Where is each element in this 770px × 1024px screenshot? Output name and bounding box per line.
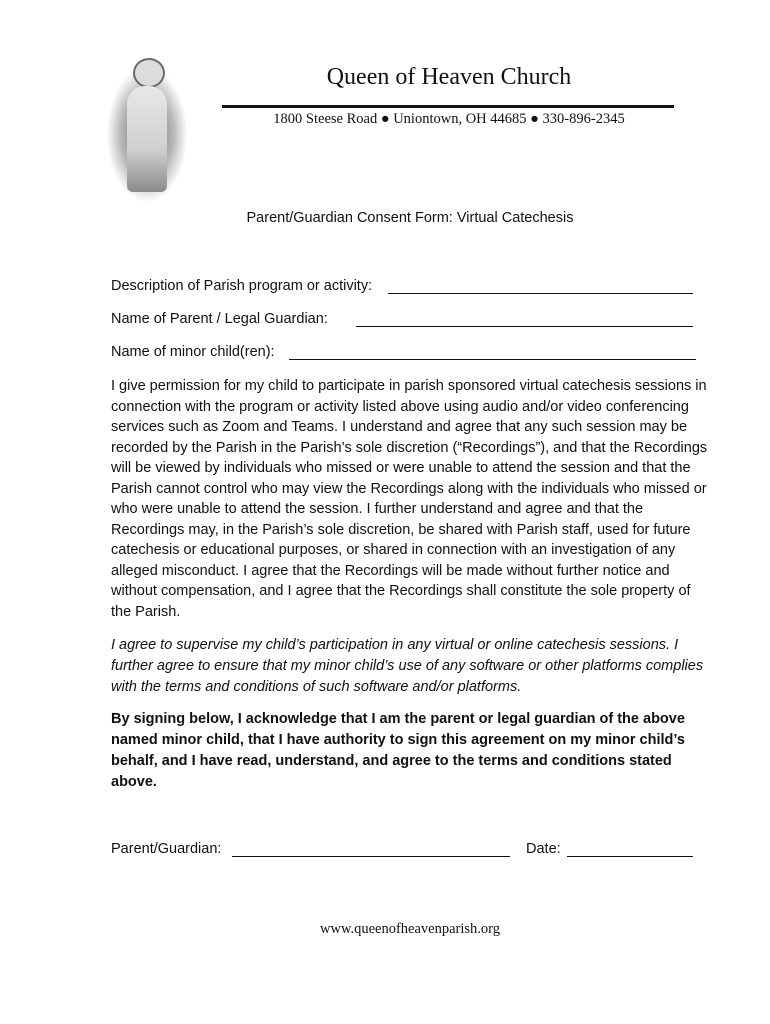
date-label: Date: xyxy=(526,841,561,857)
parent-field-label: Name of Parent / Legal Guardian: xyxy=(111,311,328,327)
child-field-label: Name of minor child(ren): xyxy=(111,344,275,360)
child-field-line[interactable] xyxy=(289,359,696,360)
robe-shape xyxy=(127,86,167,192)
church-address: 1800 Steese Road ● Uniontown, OH 44685 ● 330-896-2345 xyxy=(273,111,625,127)
program-field-label: Description of Parish program or activity: xyxy=(111,278,373,294)
program-field-line[interactable] xyxy=(388,293,693,294)
church-name: Queen of Heaven Church xyxy=(326,64,572,90)
halo-shape xyxy=(133,58,165,88)
virgin-mary-image xyxy=(97,52,197,202)
consent-paragraph: I give permission for my child to participate in parish sponsored virtual catechesis sessions in connection with the program or activity listed above using audio and/or video conferencing services such as Zoom and Teams. I understand and agree that any such session may be recorded by the Parish in the Parish’s sole discretion (“Recordings”), and that the Recordings will be viewed by individuals who missed or were unable to attend the session and that the Parish cannot control who may view the Recordings along with the individuals who missed or who were unable to attend the session. I further understand and agree and that the Recordings may, in the Parish’s sole discretion, be shared with Parish staff, used for future catechesis or educational purposes, or shared in connection with an investigation of any alleged misconduct. I agree that the Recordings will be made without further notice and without compensation, and I agree that the Recordings shall constitute the sole property of the Parish. xyxy=(111,378,708,620)
header-divider xyxy=(222,105,674,108)
parent-field-line[interactable] xyxy=(356,326,693,327)
signature-label: Parent/Guardian: xyxy=(111,841,222,857)
supervision-paragraph: I agree to supervise my child’s participation in any virtual or online catechesis sessions. I further agree to ensure that my minor child’s use of any software or other platforms complies with the terms and conditions of such software and/or platforms. xyxy=(111,637,704,695)
parish-website: www.queenofheavenparish.org xyxy=(320,921,500,937)
signature-line[interactable] xyxy=(232,856,510,857)
form-title: Parent/Guardian Consent Form: Virtual Catechesis xyxy=(246,210,574,226)
date-line[interactable] xyxy=(567,856,693,857)
acknowledgement-paragraph: By signing below, I acknowledge that I am the parent or legal guardian of the above named minor child, that I have authority to sign this agreement on my minor child’s behalf, and I have read, understand, and agree to the terms and conditions stated above. xyxy=(111,711,685,790)
